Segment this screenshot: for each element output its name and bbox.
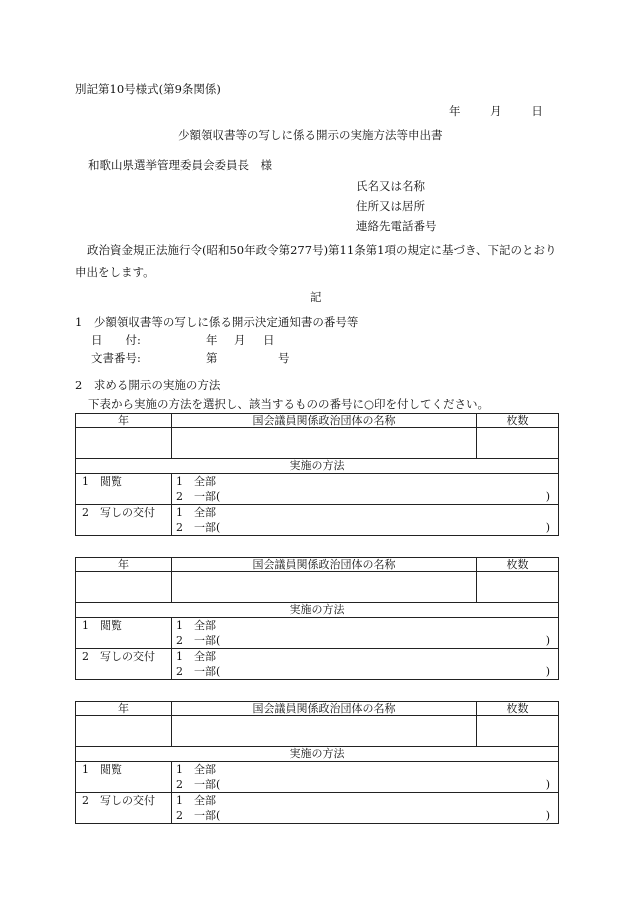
body-text: 政治資金規正法施行令(昭和50年政令第277号)第11条第1項の規定に基づき、下記のとおり申出をします。: [75, 243, 557, 279]
method-label-copy: 2 写しの交付: [76, 505, 172, 536]
method-options-copy: [172, 649, 559, 680]
method-label-view: 1 閲覧: [76, 474, 172, 505]
application-table-1: [75, 413, 559, 536]
section1-date-label: 日 付:: [91, 333, 141, 347]
table-row: [76, 762, 559, 793]
option-all[interactable]: 1 全部: [176, 650, 216, 663]
section2-instruction: 下表から実施の方法を選択し、該当するものの番号に○印を付してください。: [88, 397, 490, 411]
method-options-copy: [172, 793, 559, 824]
section1-doc-label: 文書番号:: [91, 351, 141, 365]
method-title: 実施の方法: [76, 747, 559, 762]
application-table-3: [75, 701, 559, 824]
col-year-header: 年: [76, 414, 172, 428]
col-name-header: 国会議員関係政治団体の名称: [172, 702, 477, 716]
year-cell[interactable]: [76, 716, 172, 747]
col-name-header: 国会議員関係政治団体の名称: [172, 414, 477, 428]
option-partial[interactable]: 2 一部( ): [176, 778, 550, 791]
group-name-cell[interactable]: [172, 572, 477, 603]
section1-date-day: 日: [263, 333, 275, 347]
date-line: [449, 106, 543, 118]
table-row: [76, 649, 559, 680]
group-name-cell[interactable]: [172, 716, 477, 747]
option-partial[interactable]: 2 一部( ): [176, 665, 550, 678]
document-title: 少額領収書等の写しに係る開示の実施方法等申出書: [178, 128, 443, 142]
method-label-view: 1 閲覧: [76, 618, 172, 649]
date-day: 日: [531, 104, 543, 118]
col-count-header: 枚数: [477, 414, 559, 428]
option-partial[interactable]: 2 一部( ): [176, 809, 550, 822]
col-year-header: 年: [76, 558, 172, 572]
count-cell[interactable]: [477, 428, 559, 459]
year-cell[interactable]: [76, 428, 172, 459]
applicant-address-field: 住所又は居所: [356, 199, 425, 213]
option-partial[interactable]: 2 一部( ): [176, 490, 550, 503]
section1-date-month: 月: [234, 333, 246, 347]
table-row: [76, 793, 559, 824]
applicant-name-field: 氏名又は名称: [356, 179, 425, 193]
section2-heading: 2 求める開示の実施の方法: [75, 378, 221, 392]
method-title: 実施の方法: [76, 603, 559, 618]
date-year: 年: [449, 104, 461, 118]
method-label-copy: 2 写しの交付: [76, 649, 172, 680]
date-month: 月: [490, 104, 502, 118]
count-cell[interactable]: [477, 716, 559, 747]
form-id: 別記第10号様式(第9条関係): [75, 82, 221, 96]
ki-heading: 記: [310, 290, 322, 304]
section1-heading: 1 少額領収書等の写しに係る開示決定通知書の番号等: [75, 315, 359, 329]
addressee: 和歌山県選挙管理委員会委員長 様: [88, 158, 272, 172]
method-options-copy: [172, 505, 559, 536]
method-title: 実施の方法: [76, 459, 559, 474]
method-label-copy: 2 写しの交付: [76, 793, 172, 824]
table-row: [76, 474, 559, 505]
option-all[interactable]: 1 全部: [176, 619, 216, 632]
option-all[interactable]: 1 全部: [176, 506, 216, 519]
col-year-header: 年: [76, 702, 172, 716]
option-all[interactable]: 1 全部: [176, 794, 216, 807]
option-all[interactable]: 1 全部: [176, 475, 216, 488]
method-label-view: 1 閲覧: [76, 762, 172, 793]
section1-doc-dai: 第: [206, 351, 218, 365]
applicant-phone-field: 連絡先電話番号: [356, 219, 437, 233]
table-row: [76, 505, 559, 536]
table-row: [76, 618, 559, 649]
option-partial[interactable]: 2 一部( ): [176, 521, 550, 534]
col-count-header: 枚数: [477, 558, 559, 572]
col-count-header: 枚数: [477, 702, 559, 716]
option-partial[interactable]: 2 一部( ): [176, 634, 550, 647]
method-options-view: [172, 762, 559, 793]
count-cell[interactable]: [477, 572, 559, 603]
year-cell[interactable]: [76, 572, 172, 603]
col-name-header: 国会議員関係政治団体の名称: [172, 558, 477, 572]
group-name-cell[interactable]: [172, 428, 477, 459]
option-all[interactable]: 1 全部: [176, 763, 216, 776]
method-options-view: [172, 618, 559, 649]
method-options-view: [172, 474, 559, 505]
body-paragraph: [75, 239, 559, 283]
section1-doc-go: 号: [278, 351, 290, 365]
application-table-2: [75, 557, 559, 680]
section1-date-year: 年: [206, 333, 218, 347]
